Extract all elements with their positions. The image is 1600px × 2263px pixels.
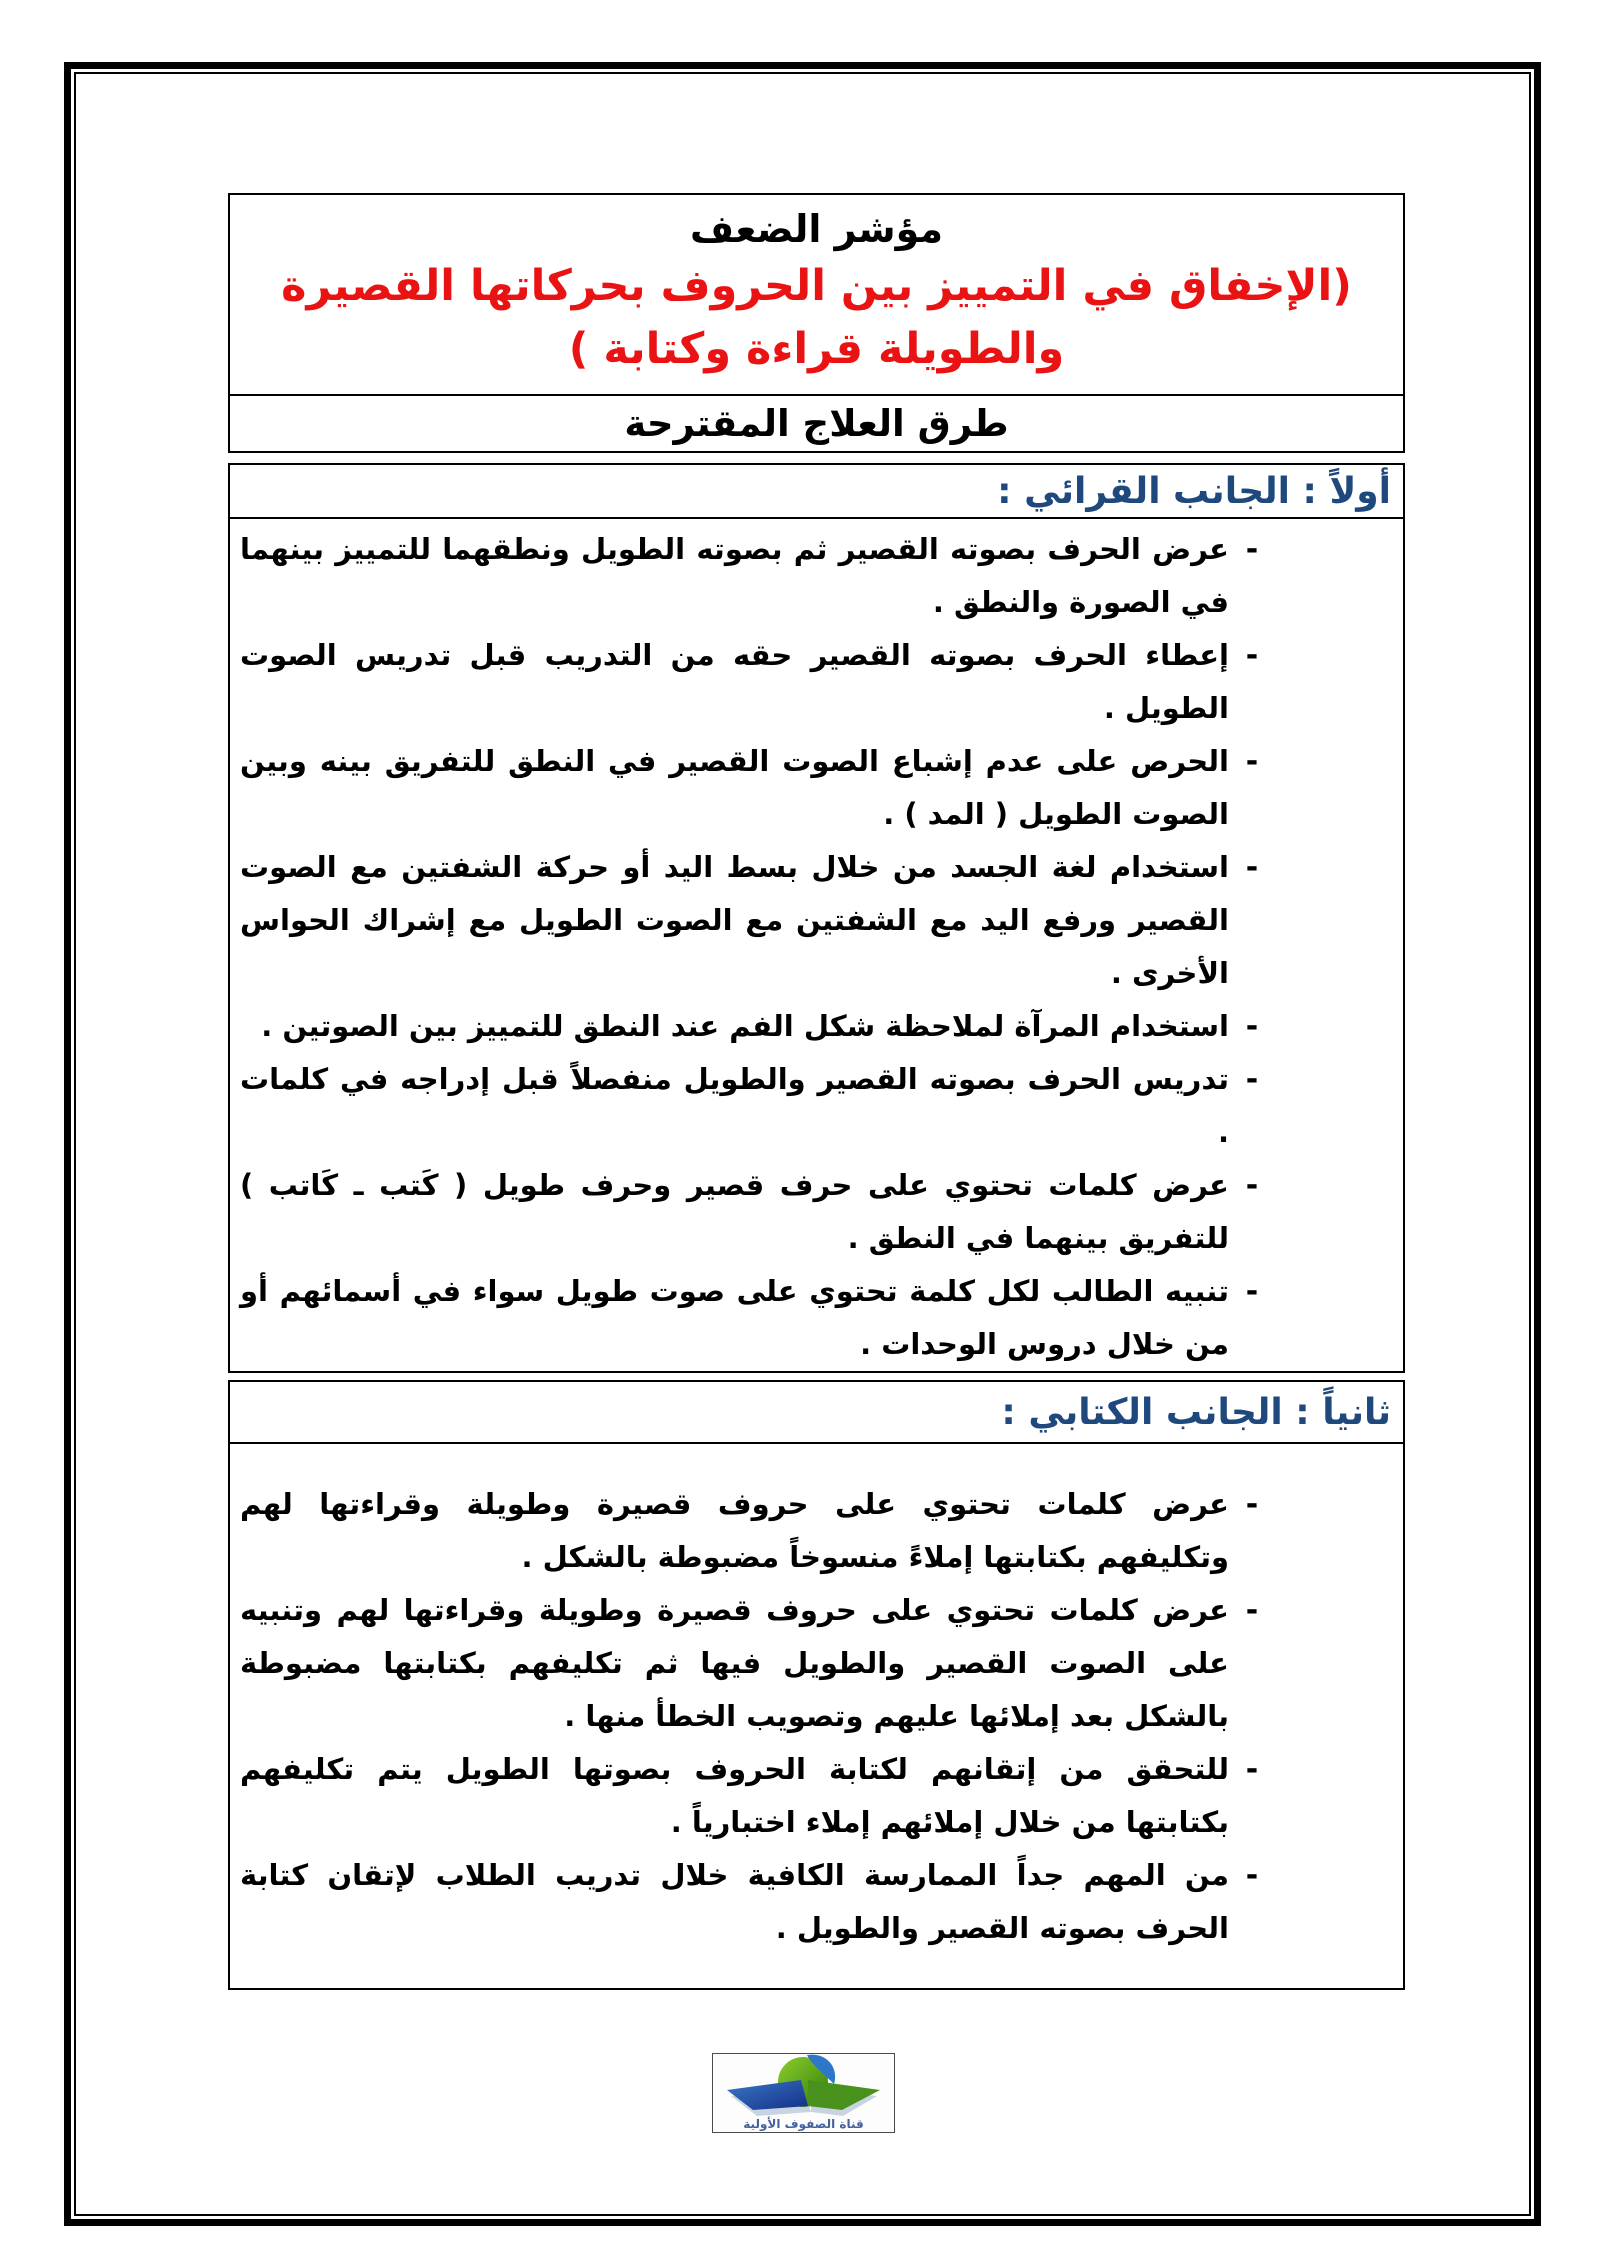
bullet-text: عرض الحرف بصوته القصير ثم بصوته الطويل ونطقهما للتمييز بينهما في الصورة والنطق . [240, 532, 1229, 619]
bullet-text: استخدام المرآة لملاحظة شكل الفم عند النطق للتمييز بين الصوتين . [261, 1009, 1229, 1043]
weakness-description-line-1: (الإخفاق في التمييز بين الحروف بحركاتها القصيرة [281, 261, 1352, 311]
bullet-text: عرض كلمات تحتوي على حروف قصيرة وطويلة وقراءتها لهم وتنبيه على الصوت القصير والطويل فيها ثم تكليفهم بكتابتها مضبوطة بالشكل بعد إملائها عليهم وتصويب الخطأ منها . [240, 1593, 1229, 1733]
bullet-dash: - [1245, 744, 1259, 779]
bullet-text: إعطاء الحرف بصوته القصير حقه من التدريب قبل تدريس الصوت الطويل . [240, 638, 1229, 725]
list-item [240, 1849, 1275, 1955]
section-heading-reading: أولاً : الجانب القرائي : [228, 463, 1405, 519]
bullet-text: الحرص على عدم إشباع الصوت القصير في النطق للتفريق بينه وبين الصوت الطويل ( المد ) . [240, 744, 1229, 831]
weakness-indicator-title: مؤشر الضعف [689, 207, 944, 251]
bullet-text: للتحقق من إتقانهم لكتابة الحروف بصوتها الطويل يتم تكليفهم بكتابتها من خلال إملائهم إملاء اختبارياً . [240, 1752, 1229, 1839]
bullet-dash: - [1245, 638, 1259, 673]
bullet-text: تنبيه الطالب لكل كلمة تحتوي على صوت طويل سواء في أسمائهم أو من خلال دروس الوحدات . [240, 1274, 1229, 1361]
channel-logo-caption: قناة الصفوف الأولية [743, 2117, 864, 2131]
bullet-dash: - [1245, 1062, 1259, 1097]
list-item [240, 1584, 1275, 1743]
list-item [240, 1000, 1275, 1053]
weakness-description-line-2: والطويلة قراءة وكتابة ) [568, 324, 1065, 374]
channel-logo [712, 2053, 895, 2133]
bullet-dash: - [1245, 1009, 1259, 1044]
list-item [240, 1159, 1275, 1265]
list-item [240, 629, 1275, 735]
open-book-logo-icon [715, 2054, 893, 2118]
bullet-text: تدريس الحرف بصوته القصير والطويل منفصلاً قبل إدراجه في كلمات . [240, 1062, 1229, 1149]
list-item [240, 735, 1275, 841]
methods-header-cell: طرق العلاج المقترحة [228, 396, 1405, 453]
bullet-text: عرض كلمات تحتوي على حروف قصيرة وطويلة وقراءتها لهم وتكليفهم بكتابتها إملاءً منسوخاً مضبوطة بالشكل . [240, 1487, 1229, 1574]
bullet-dash: - [1245, 1858, 1259, 1893]
treatment-table [228, 193, 1405, 1990]
list-item [240, 1478, 1275, 1584]
bullet-dash: - [1245, 1593, 1259, 1628]
bullet-dash: - [1245, 532, 1259, 567]
bullet-dash: - [1245, 850, 1259, 885]
list-item [240, 841, 1275, 1000]
writing-bullet-list [228, 1444, 1405, 1990]
bullet-dash: - [1245, 1487, 1259, 1522]
bullet-dash: - [1245, 1274, 1259, 1309]
bullet-text: من المهم جداً الممارسة الكافية خلال تدريب الطلاب لإتقان كتابة الحرف بصوته القصير والطويل . [240, 1858, 1229, 1945]
list-item [240, 1053, 1275, 1159]
list-item [240, 1743, 1275, 1849]
bullet-text: استخدام لغة الجسد من خلال بسط اليد أو حركة الشفتين مع الصوت القصير ورفع اليد مع الشفتين مع الصوت الطويل مع إشراك الحواس الأخرى . [240, 850, 1229, 990]
reading-bullet-list [228, 519, 1405, 1373]
list-item [240, 1265, 1275, 1371]
list-item [240, 523, 1275, 629]
bullet-dash: - [1245, 1752, 1259, 1787]
bullet-dash: - [1245, 1168, 1259, 1203]
section-heading-writing: ثانياً : الجانب الكتابي : [228, 1380, 1405, 1444]
title-cell [228, 193, 1405, 396]
bullet-text: عرض كلمات تحتوي على حرف قصير وحرف طويل ( كَتب ـ كَاتب ) للتفريق بينهما في النطق . [240, 1168, 1229, 1255]
